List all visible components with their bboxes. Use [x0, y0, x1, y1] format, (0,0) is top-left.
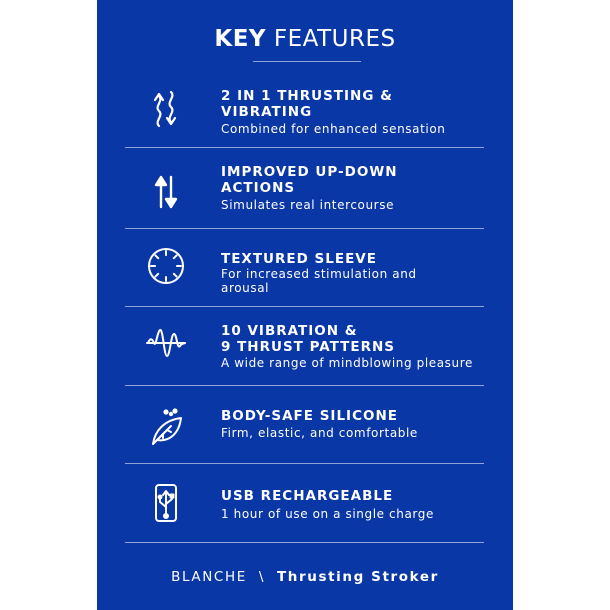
twisting-arrows-icon [145, 88, 187, 130]
feature-title: 2 IN 1 THRUSTING & VIBRATING [221, 88, 393, 120]
divider [125, 147, 484, 148]
up-down-arrows-icon [145, 171, 187, 213]
footer-separator: \ [258, 569, 265, 585]
feature-subtitle: 1 hour of use on a single charge [221, 507, 434, 521]
title-bold-word: KEY [214, 26, 267, 52]
feature-subtitle: Simulates real intercourse [221, 198, 395, 212]
brand-name: BLANCHE [171, 569, 247, 585]
feature-title: 10 VIBRATION & 9 THRUST PATTERNS [221, 323, 396, 355]
divider [125, 385, 484, 386]
feature-title: IMPROVED UP-DOWN ACTIONS [221, 164, 398, 196]
feature-subtitle: For increased stimulation and arousal [221, 267, 417, 295]
leaf-icon [145, 406, 187, 448]
title-rest: FEATURES [273, 26, 396, 52]
feature-title: BODY-SAFE SILICONE [221, 408, 398, 424]
features-panel [97, 0, 513, 610]
feature-subtitle: A wide range of mindblowing pleasure [221, 356, 473, 370]
page-title [97, 26, 513, 52]
feature-subtitle: Combined for enhanced sensation [221, 122, 446, 136]
divider [125, 306, 484, 307]
waveform-icon [145, 322, 187, 364]
textured-ring-icon [145, 245, 187, 287]
footer-brand-line [97, 569, 513, 585]
title-underline [253, 61, 361, 62]
feature-title: TEXTURED SLEEVE [221, 251, 377, 267]
divider [125, 542, 484, 543]
divider [125, 228, 484, 229]
usb-icon [145, 482, 187, 524]
divider [125, 463, 484, 464]
feature-subtitle: Firm, elastic, and comfortable [221, 426, 418, 440]
feature-title: USB RECHARGEABLE [221, 488, 394, 504]
product-name: Thrusting Stroker [276, 569, 439, 585]
